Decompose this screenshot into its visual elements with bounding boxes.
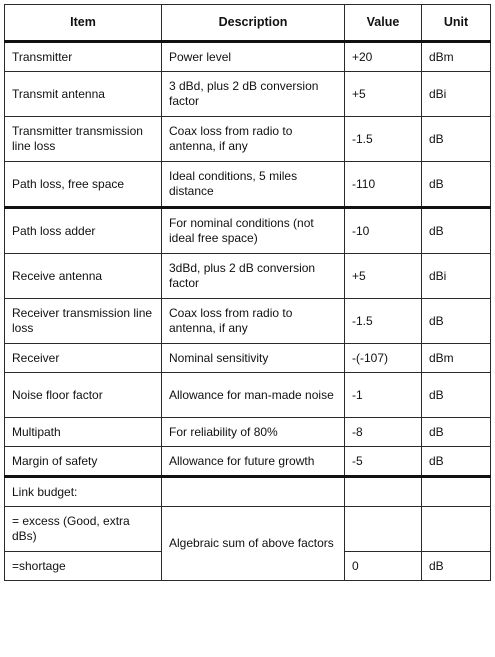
shortage-label: =shortage (5, 552, 162, 581)
cell-description: Power level (162, 42, 345, 72)
summary-row-excess (5, 507, 491, 552)
cell-item: Margin of safety (5, 447, 162, 477)
table-row (5, 42, 491, 72)
cell-description: For nominal conditions (not ideal free space) (162, 208, 345, 254)
cell-value: +20 (345, 42, 422, 72)
cell-description: Allowance for future growth (162, 447, 345, 477)
cell-item: Multipath (5, 418, 162, 447)
cell-description: Coax loss from radio to antenna, if any (162, 117, 345, 162)
cell-item: Transmitter (5, 42, 162, 72)
cell-item: Path loss, free space (5, 162, 162, 208)
cell-unit: dBm (422, 42, 491, 72)
table-row (5, 373, 491, 418)
cell-value: -(-107) (345, 344, 422, 373)
cell-unit: dB (422, 447, 491, 477)
empty-cell (162, 477, 345, 507)
cell-item: Noise floor factor (5, 373, 162, 418)
cell-description: Nominal sensitivity (162, 344, 345, 373)
cell-value: -1.5 (345, 299, 422, 344)
shortage-unit: dB (422, 552, 491, 581)
table-row (5, 162, 491, 208)
cell-unit: dB (422, 162, 491, 208)
cell-unit: dB (422, 373, 491, 418)
cell-item: Transmit antenna (5, 72, 162, 117)
cell-item: Receiver (5, 344, 162, 373)
cell-unit: dBi (422, 72, 491, 117)
cell-value: -10 (345, 208, 422, 254)
header-description: Description (162, 5, 345, 42)
link-budget-table (4, 4, 491, 581)
excess-label: = excess (Good, extra dBs) (5, 507, 162, 552)
cell-unit: dBi (422, 254, 491, 299)
cell-value: -110 (345, 162, 422, 208)
header-item: Item (5, 5, 162, 42)
cell-description: 3dBd, plus 2 dB conversion factor (162, 254, 345, 299)
cell-description: Allowance for man-made noise (162, 373, 345, 418)
table-row (5, 344, 491, 373)
cell-item: Receive antenna (5, 254, 162, 299)
cell-unit: dBm (422, 344, 491, 373)
cell-item: Path loss adder (5, 208, 162, 254)
cell-description: For reliability of 80% (162, 418, 345, 447)
cell-value: +5 (345, 254, 422, 299)
table-row (5, 254, 491, 299)
cell-unit: dB (422, 299, 491, 344)
link-budget-label: Link budget: (5, 477, 162, 507)
empty-cell (345, 477, 422, 507)
cell-unit: dB (422, 418, 491, 447)
table-row (5, 117, 491, 162)
cell-value: -5 (345, 447, 422, 477)
table-row (5, 447, 491, 477)
algebraic-sum-description: Algebraic sum of above factors (162, 507, 345, 581)
cell-description: 3 dBd, plus 2 dB conversion factor (162, 72, 345, 117)
shortage-value: 0 (345, 552, 422, 581)
cell-value: -8 (345, 418, 422, 447)
cell-value: -1.5 (345, 117, 422, 162)
summary-row-link-budget (5, 477, 491, 507)
table-row (5, 208, 491, 254)
cell-value: +5 (345, 72, 422, 117)
cell-item: Receiver transmission line loss (5, 299, 162, 344)
cell-description: Coax loss from radio to antenna, if any (162, 299, 345, 344)
cell-value: -1 (345, 373, 422, 418)
table-header-row (5, 5, 491, 42)
empty-cell (422, 477, 491, 507)
cell-item: Transmitter transmission line loss (5, 117, 162, 162)
header-value: Value (345, 5, 422, 42)
header-unit: Unit (422, 5, 491, 42)
cell-unit: dB (422, 117, 491, 162)
empty-cell (422, 507, 491, 552)
cell-unit: dB (422, 208, 491, 254)
table-row (5, 299, 491, 344)
table-row (5, 418, 491, 447)
table-row (5, 72, 491, 117)
empty-cell (345, 507, 422, 552)
cell-description: Ideal conditions, 5 miles distance (162, 162, 345, 208)
